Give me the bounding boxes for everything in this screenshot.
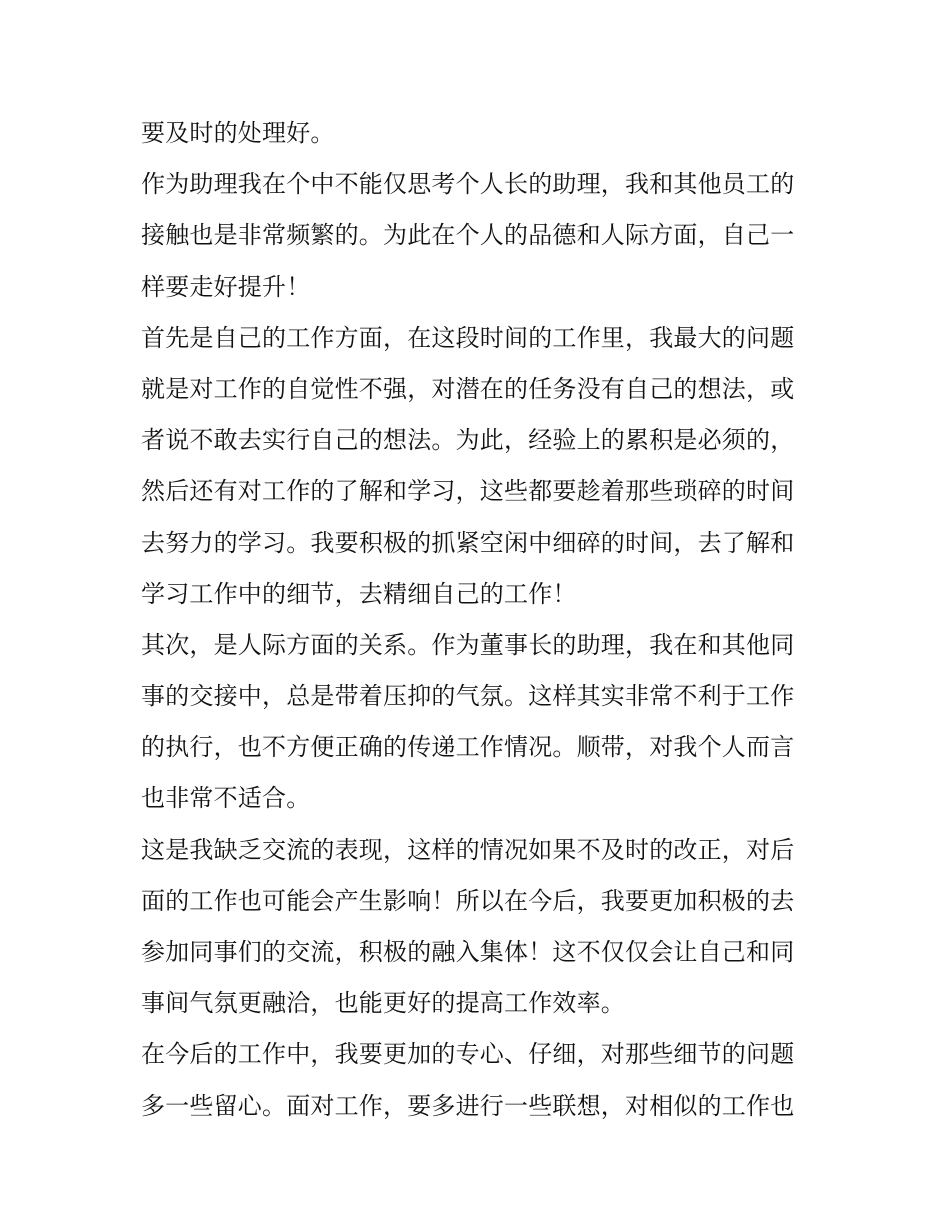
text-line: 然后还有对工作的了解和学习，这些都要趁着那些琐碎的时间 (141, 477, 795, 506)
text-line: 参加同事们的交流，积极的融入集体！这不仅仅会让自己和同 (141, 938, 795, 966)
text-line: 其次，是人际方面的关系。作为董事长的助理，我在和其他同 (141, 630, 795, 659)
text-line: 面的工作也可能会产生影响！所以在今后，我要更加积极的去 (141, 886, 795, 915)
text-line: 在今后的工作中，我要更加的专心、仔细，对那些细节的问题 (141, 1040, 795, 1069)
text-line: 也非常不适合。 (141, 784, 311, 813)
text-line: 多一些留心。面对工作，要多进行一些联想，对相似的工作也 (141, 1091, 795, 1120)
text-line: 学习工作中的细节，去精细自己的工作！ (141, 579, 577, 608)
document-body (141, 108, 813, 1132)
text-line: 样要走好提升！ (141, 272, 311, 301)
text-line: 首先是自己的工作方面，在这段时间的工作里，我最大的问题 (141, 323, 795, 352)
text-line: 要及时的处理好。 (141, 119, 335, 147)
text-line: 作为助理我在个中不能仅思考个人长的助理，我和其他员工的 (141, 170, 795, 199)
text-line: 事的交接中，总是带着压抑的气氛。这样其实非常不利于工作 (141, 682, 795, 711)
text-line: 去努力的学习。我要积极的抓紧空闲中细碎的时间，去了解和 (141, 528, 795, 557)
text-line: 的执行，也不方便正确的传递工作情况。顺带，对我个人而言 (141, 733, 795, 762)
text-line: 这是我缺乏交流的表现，这样的情况如果不及时的改正，对后 (141, 835, 795, 864)
text-line: 接触也是非常频繁的。为此在个人的品德和人际方面，自己一 (141, 221, 795, 250)
text-line: 者说不敢去实行自己的想法。为此，经验上的累积是必须的， (141, 426, 795, 455)
text-line: 就是对工作的自觉性不强，对潜在的任务没有自己的想法，或 (141, 374, 795, 403)
text-line: 事间气氛更融洽，也能更好的提高工作效率。 (141, 989, 625, 1018)
